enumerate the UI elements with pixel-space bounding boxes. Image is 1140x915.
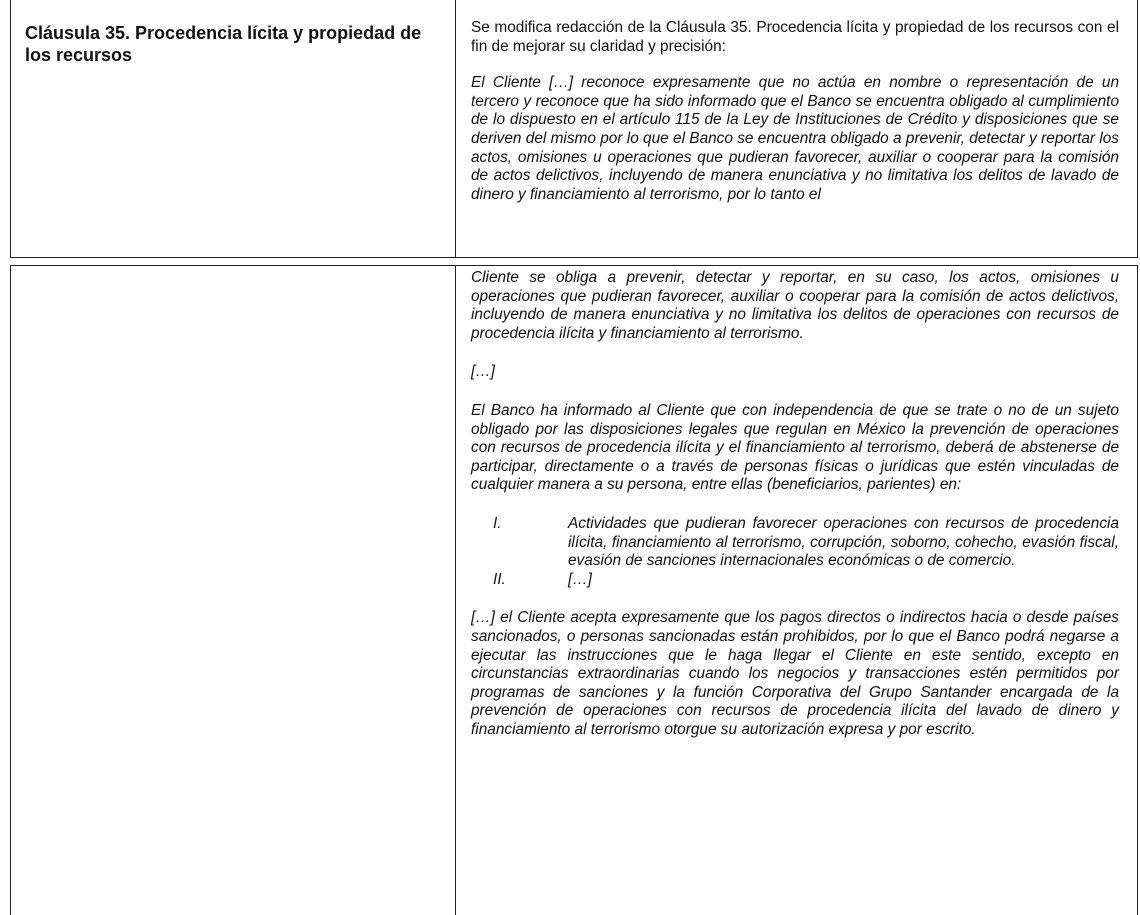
clause-paragraph: El Cliente […] reconoce expresamente que no actúa en nombre o representación de un tercero y reconoce que ha sido informado que el Banco se encuentra obligado al cumplimiento de lo dispuesto en el artículo 115 de la Ley de Instituciones de Crédito y disposiciones que se deriven del mismo por lo que el Banco se encuentra obligado a prevenir, detectar y reportar los actos, omisiones u operaciones que pudieran favorecer, auxiliar o cooperar para la comisión de actos delictivos, incluyendo de manera enunciativa y no limitativa los delitos de lavado de dinero y financiamiento al terrorismo, por lo tanto el	[471, 74, 1119, 203]
list-item	[471, 571, 1119, 590]
modification-intro: Se modifica redacción de la Cláusula 35. Procedencia lícita y propiedad de los recursos con el fin de mejorar su claridad y precisión:	[471, 19, 1119, 55]
clause-content-cell-continued	[457, 266, 1137, 915]
clause-paragraph-continued: Cliente se obliga a prevenir, detectar y reportar, en su caso, los actos, omisiones u operaciones que pudieran favorecer, auxiliar o cooperar para la comisión de actos delictivos, incluyendo de manera enunciativa y no limitativa los delitos de operaciones con recursos de procedencia ilícita y financiamiento al terrorismo.	[471, 269, 1119, 342]
list-item-number: II.	[493, 570, 506, 588]
list-item-text: […]	[568, 570, 592, 588]
list-item-text: Actividades que pudieran favorecer operaciones con recursos de procedencia ilícita, financiamiento al terrorismo, corrupción, soborno, cohecho, evasión fiscal, evasión de sanciones internacionales económicas o de comercio.	[568, 514, 1119, 570]
clause-content-continued	[471, 269, 1119, 739]
table-bottom-row	[10, 265, 1138, 915]
clause-content	[471, 19, 1119, 204]
empty-title-cell	[11, 266, 456, 915]
list-item	[471, 515, 1119, 571]
clause-title: Cláusula 35. Procedencia lícita y propiedad de los recursos	[25, 23, 422, 65]
ellipsis-marker: […]	[471, 363, 495, 381]
table-top-row	[10, 0, 1138, 258]
clause-content-cell	[457, 0, 1137, 257]
clause-title-cell	[11, 0, 456, 257]
clause-paragraph: […] el Cliente acepta expresamente que los pagos directos o indirectos hacia o desde países sancionados, o personas sancionadas están prohibidos, por lo que el Banco podrá negarse a ejecutar las instrucciones que le haga llegar el Cliente en este sentido, excepto en circunstancias extraordinarias cuando los negocios y transacciones estén permitidos por programas de sanciones y la función Corporativa del Grupo Santander encargada de la prevención de operaciones con recursos de procedencia ilícita del lavado de dinero y financiamiento al terrorismo otorgue su autorización expresa y por escrito.	[471, 609, 1119, 738]
list-item-number: I.	[493, 514, 502, 532]
clause-paragraph: El Banco ha informado al Cliente que con independencia de que se trate o no de un sujeto obligado por las disposiciones legales que regulan en México la prevención de operaciones con recursos de procedencia ilícita y el financiamiento al terrorismo, deberá de abstenerse de participar, directamente o a través de personas físicas o jurídicas que estén vinculadas de cualquier manera a su persona, entre ellas (beneficiarios, parientes) en:	[471, 401, 1119, 494]
